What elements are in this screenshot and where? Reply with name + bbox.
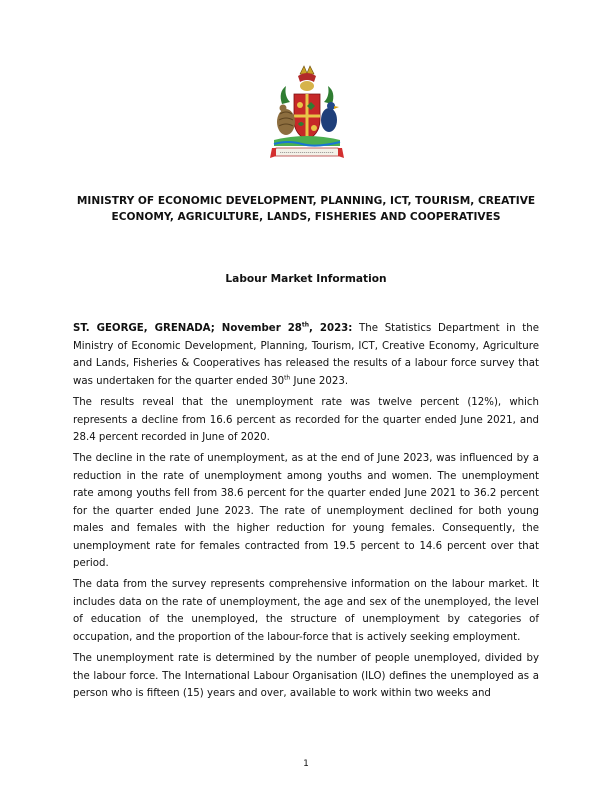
paragraph-4-text: The data from the survey represents comprehensive information on the labour market. It includes data on the rate of unemployment, the age and sex of the unemployed, the level of education of the unemployed, the structure of unemployment by categories of occupation, and the proportion of the labour-force that is actively seeking employment.	[73, 579, 539, 643]
paragraph-5-text: The unemployment rate is determined by the number of people unemployed, divided by the labour force. The International Labour Organisation (ILO) defines the unemployed as a person who is fifteen (15) years and over, available to work within two weeks and	[73, 653, 539, 699]
paragraph-1-text: The Statistics Department in the Ministry of Economic Development, Planning, Tourism, ICT, Creative Economy, Agriculture and Lands, Fisheries & Cooperatives has released the results of a labour force survey that was undertaken for the quarter ended 30	[73, 323, 539, 387]
dateline-text: ST. GEORGE, GRENADA; November 28	[73, 323, 302, 334]
page-number: 1	[303, 759, 309, 769]
paragraph-2	[73, 394, 539, 447]
ministry-heading: MINISTRY OF ECONOMIC DEVELOPMENT, PLANNING, ICT, TOURISM, CREATIVE ECONOMY, AGRICULTURE, LANDS, FISHERIES AND COOPERATIVES	[76, 195, 536, 223]
dateline	[73, 323, 352, 334]
paragraph-5	[73, 650, 539, 703]
paragraph-2-text: The results reveal that the unemployment rate was twelve percent (12%), which represents a decline from 16.6 percent as recorded for the quarter ended June 2021, and 28.4 percent recorded in June of 2020.	[73, 397, 539, 443]
paragraph-3	[73, 450, 539, 573]
paragraph-3-text: The decline in the rate of unemployment, as at the end of June 2023, was influenced by a reduction in the rate of unemployment among youths and women. The unemployment rate among youths fell from 38.6 percent for the quarter ended June 2021 to 36.2 percent for the quarter ended June 2023. The rate of unemployment declined for both young males and females with the higher reduction for young females. Consequently, the unemployment rate for females contracted from 19.5 percent to 14.6 percent over that period.	[73, 453, 539, 569]
paragraph-4	[73, 576, 539, 646]
paragraph-1	[73, 320, 539, 390]
dateline-year: , 2023:	[309, 323, 353, 334]
dateline-ordinal: th	[301, 321, 310, 329]
paragraph-1-end: June 2023.	[290, 375, 349, 387]
document-title: Labour Market Information	[225, 273, 387, 285]
coat-of-arms-crest	[268, 64, 346, 164]
paragraph-1-ordinal: th	[284, 374, 291, 382]
